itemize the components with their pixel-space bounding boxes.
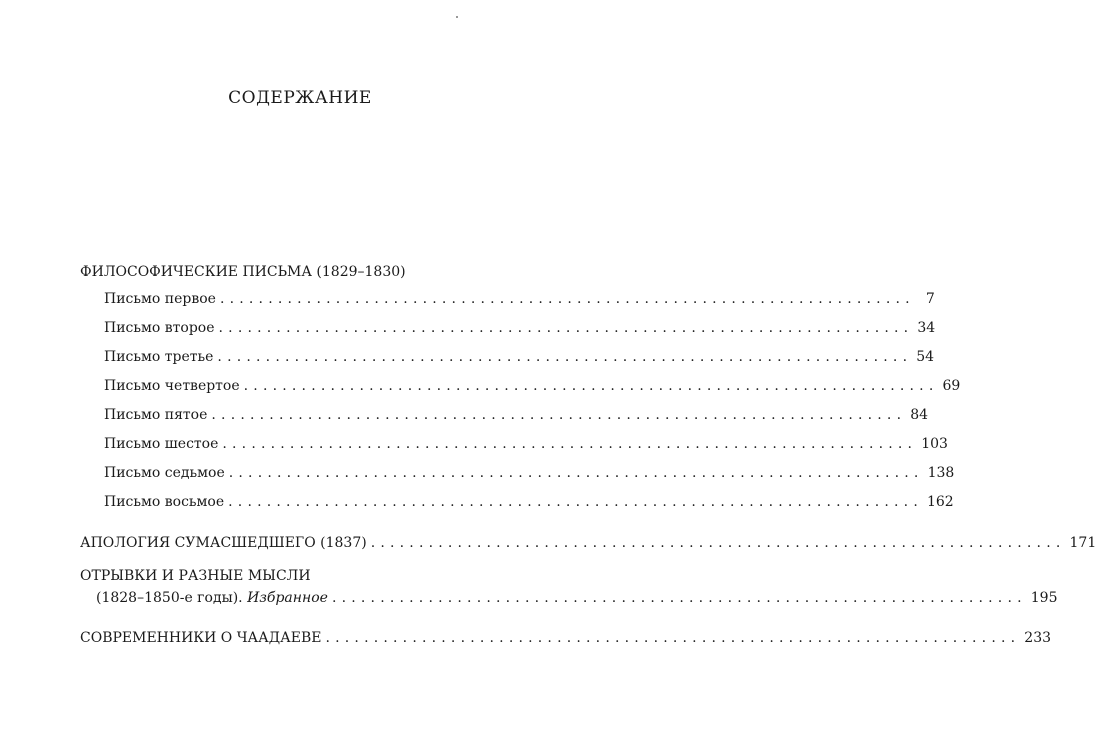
toc-entry-page: 84 <box>910 407 929 423</box>
toc-leader-dots: ........................................................................ <box>331 590 1027 606</box>
toc-entry-page: 195 <box>1030 590 1058 606</box>
toc-entry-letter-2[interactable] <box>104 319 936 337</box>
toc-entry-letter-3[interactable] <box>104 348 935 366</box>
toc-entry-page: 54 <box>916 349 935 365</box>
toc-leader-dots: ........................................................................ <box>219 291 915 307</box>
toc-leader-dots: ........................................................................ <box>211 407 907 423</box>
toc-leader-dots: ........................................................................ <box>217 349 913 365</box>
toc-entry-apology[interactable] <box>80 534 1096 552</box>
toc-entry-page: 34 <box>917 320 936 336</box>
toc-entry-page: 103 <box>921 436 948 452</box>
toc-leader-dots: ........................................................................ <box>325 630 1021 646</box>
toc-entry-letter-8[interactable] <box>104 493 954 511</box>
toc-entry-letter-1[interactable] <box>104 290 935 308</box>
toc-entry-letter-4[interactable] <box>104 377 961 395</box>
toc-entry-label: Письмо второе <box>104 320 215 336</box>
toc-entry-letter-6[interactable] <box>104 435 948 453</box>
toc-entry-label: Письмо пятое <box>104 407 208 423</box>
toc-entry-label: Письмо четвертое <box>104 378 240 394</box>
toc-entry-page: 171 <box>1069 535 1096 551</box>
toc-leader-dots: ........................................................................ <box>228 494 923 510</box>
toc-entry-label: Письмо шестое <box>104 436 219 452</box>
toc-entry-label <box>96 589 328 607</box>
toc-entry-sub-italic: Избранное <box>247 590 328 606</box>
toc-leader-dots: ........................................................................ <box>370 535 1066 551</box>
toc-leader-dots: ........................................................................ <box>228 465 924 481</box>
page-title: СОДЕРЖАНИЕ <box>228 88 372 108</box>
toc-entry-page: 138 <box>927 465 955 481</box>
toc-leader-dots: ........................................................................ <box>243 378 939 394</box>
toc-entry-label: Письмо первое <box>104 291 216 307</box>
toc-entry-letter-7[interactable] <box>104 464 955 482</box>
toc-entry-page: 162 <box>926 494 954 510</box>
section-heading-philosophical-letters: ФИЛОСОФИЧЕСКИЕ ПИСЬМА (1829–1830) <box>80 264 406 280</box>
toc-entry-label: Письмо седьмое <box>104 465 225 481</box>
toc-entry-contemporaries[interactable] <box>80 629 1052 647</box>
toc-entry-sub-plain: (1828–1850-е годы). <box>96 590 243 606</box>
toc-entry-page: 69 <box>942 378 961 394</box>
toc-entry-label: АПОЛОГИЯ СУМАСШЕДШЕГО (1837) <box>80 535 367 551</box>
toc-entry-label: Письмо третье <box>104 349 214 365</box>
section-heading-fragments: ОТРЫВКИ И РАЗНЫЕ МЫСЛИ <box>80 568 311 584</box>
toc-entry-page: 233 <box>1024 630 1052 646</box>
toc-entry-letter-5[interactable] <box>104 406 929 424</box>
toc-leader-dots: ........................................................................ <box>218 320 914 336</box>
toc-entry-fragments[interactable] <box>96 589 1058 607</box>
toc-leader-dots: ........................................................................ <box>222 436 918 452</box>
toc-entry-label: СОВРЕМЕННИКИ О ЧААДАЕВЕ <box>80 630 322 646</box>
toc-entry-label: Письмо восьмое <box>104 494 225 510</box>
print-speck <box>456 16 458 18</box>
toc-entry-page: 7 <box>925 291 935 307</box>
